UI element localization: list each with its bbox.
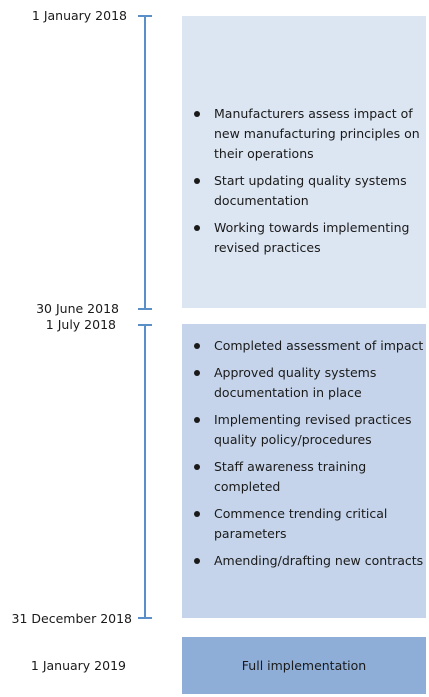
phase2-box bbox=[182, 324, 426, 618]
bullet-icon bbox=[194, 511, 200, 517]
phase1-bullet-list bbox=[188, 104, 424, 265]
bullet-icon bbox=[194, 225, 200, 231]
phase1-end-tick bbox=[138, 308, 152, 310]
phase1-end-date: 30 June 2018 bbox=[36, 301, 119, 316]
phase2-bullet-list bbox=[188, 336, 424, 578]
bullet-icon bbox=[194, 464, 200, 470]
bullet-icon bbox=[194, 417, 200, 423]
phase3-date: 1 January 2019 bbox=[30, 658, 126, 673]
phase3-label: Full implementation bbox=[241, 658, 367, 673]
bullet-icon bbox=[194, 343, 200, 349]
phase1-box bbox=[182, 16, 426, 308]
bullet-icon bbox=[194, 111, 200, 117]
bullet-icon bbox=[194, 370, 200, 376]
list-item: Amending/drafting new contracts bbox=[188, 551, 424, 571]
phase2-timeline-line bbox=[144, 324, 146, 619]
phase1-timeline-line bbox=[144, 15, 146, 310]
list-item: Working towards implementing revised practices bbox=[188, 218, 424, 258]
bullet-icon bbox=[194, 558, 200, 564]
phase3-box bbox=[182, 637, 426, 694]
list-item: Approved quality systems documentation in place bbox=[188, 363, 424, 403]
phase2-end-date: 31 December 2018 bbox=[11, 611, 132, 626]
bullet-icon bbox=[194, 178, 200, 184]
list-item: Start updating quality systems documentation bbox=[188, 171, 424, 211]
list-item: Implementing revised practices quality policy/procedures bbox=[188, 410, 424, 450]
list-item: Completed assessment of impact bbox=[188, 336, 424, 356]
phase1-start-date: 1 January 2018 bbox=[31, 8, 127, 23]
list-item: Staff awareness training completed bbox=[188, 457, 424, 497]
list-item: Manufacturers assess impact of new manufacturing principles on their operations bbox=[188, 104, 424, 164]
phase2-start-date: 1 July 2018 bbox=[45, 317, 116, 332]
phase2-end-tick bbox=[138, 617, 152, 619]
list-item: Commence trending critical parameters bbox=[188, 504, 424, 544]
